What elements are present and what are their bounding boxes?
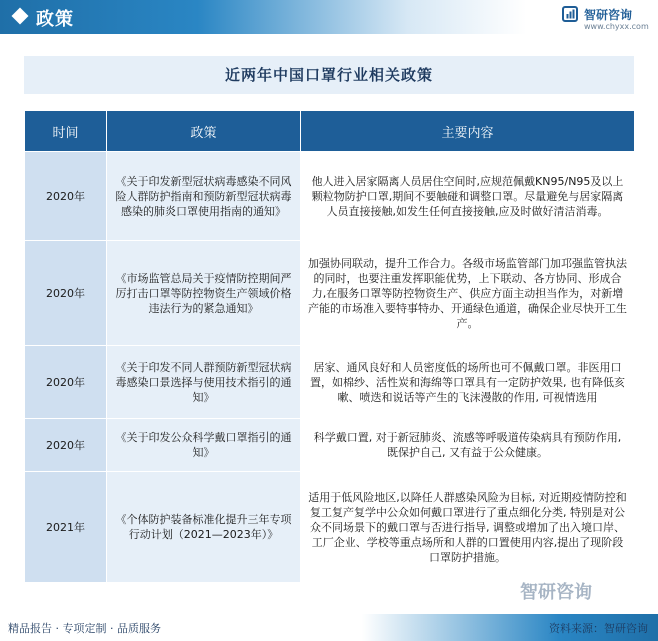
row-content: 适用于低风险地区,以降任人群感染风险为目标, 对近期疫情防控和复工复产复学中公众如何戴口罩进行了重点细化分类, 特别是对公众不同场景下的戴口罩与否进行指导, 调整或增加了出入境口岸、工厂企业、学校等重点场所和人群的口置使用内容,提出了现阶段口罩防护措施。	[301, 472, 635, 583]
brand-name: 智研咨询	[584, 8, 633, 22]
row-content: 科学戴口置, 对于新冠肺炎、流感等呼吸道传染病具有预防作用, 既保护自己, 又有益于公众健康。	[301, 419, 635, 472]
table-row	[25, 419, 635, 472]
header-bar	[0, 0, 658, 34]
brand-site: www.chyxx.com	[584, 22, 649, 31]
table-row	[25, 241, 635, 346]
row-policy: 《关于印发不同人群预防新型冠状病毒感染口景选择与使用技术指引的通知》	[107, 346, 301, 419]
footer-slogan: 精品报告 · 专项定制 · 品质服务	[8, 622, 161, 635]
column-header-policy: 政策	[107, 111, 301, 152]
row-policy: 《关于印发新型冠状病毒感染不同风险人群防护指南和预防新型冠状病毒感染的肺炎口罩使用指南的通知》	[107, 152, 301, 241]
row-year: 2020年	[25, 346, 107, 419]
row-policy: 《个体防护装备标准化提升三年专项行动计划（2021—2023年）》	[107, 472, 301, 583]
footer-source: 资料来源：智研咨询	[549, 622, 648, 635]
table-row	[25, 472, 635, 583]
row-year: 2020年	[25, 152, 107, 241]
section-title: 政策	[36, 9, 74, 30]
table-row	[25, 152, 635, 241]
row-policy: 《关于印发公众科学戴口罩指引的通知》	[107, 419, 301, 472]
table-row	[25, 346, 635, 419]
watermark-brand: 智研咨询	[520, 582, 592, 603]
row-year: 2020年	[25, 419, 107, 472]
policy-table	[24, 110, 635, 583]
column-header-content: 主要内容	[301, 111, 635, 152]
row-content: 加强协同联动，提升工作合力。各级市场监管部门加邛强监管执法的同时，也要注重发挥职能优势，上下联动、各方协同、形成合力,在服务口罩等防控物资生产、供应方面主动担当作为，对新增产能的市场准入要特事特办、开通绿色通道，确保企业尽快开工生产。	[301, 241, 635, 346]
row-year: 2021年	[25, 472, 107, 583]
row-year: 2020年	[25, 241, 107, 346]
diamond-icon	[12, 8, 29, 25]
row-content: 居家、通风良好和人员密度低的场所也可不佩戴口罩。非医用口置，如棉纱、活性炭和海绵等口罩具有一定防护效果, 也有降低亥嗽、喷迭和说话等产生的飞沫漫散的作用, 可视情选用	[301, 346, 635, 419]
brand-logo-icon	[562, 6, 578, 22]
table-header-row	[25, 111, 635, 152]
column-header-time: 时间	[25, 111, 107, 152]
row-policy: 《市场监管总局关于疫情防控期间严厉打击口罩等防控物资生产领域价格违法行为的紧急通知》	[107, 241, 301, 346]
table-title: 近两年中国口罩行业相关政策	[24, 56, 634, 94]
footer-bar	[0, 614, 658, 641]
row-content: 他人进入居家隔离人员居住空间时,应规范佩戴KN95/N95及以上颗粒物防护口罩,期间不要触碰和调整口罩。尽量避免与居家隔离人员直接接触,如发生任何直接接触,应及时做好清洁消毒。	[301, 152, 635, 241]
